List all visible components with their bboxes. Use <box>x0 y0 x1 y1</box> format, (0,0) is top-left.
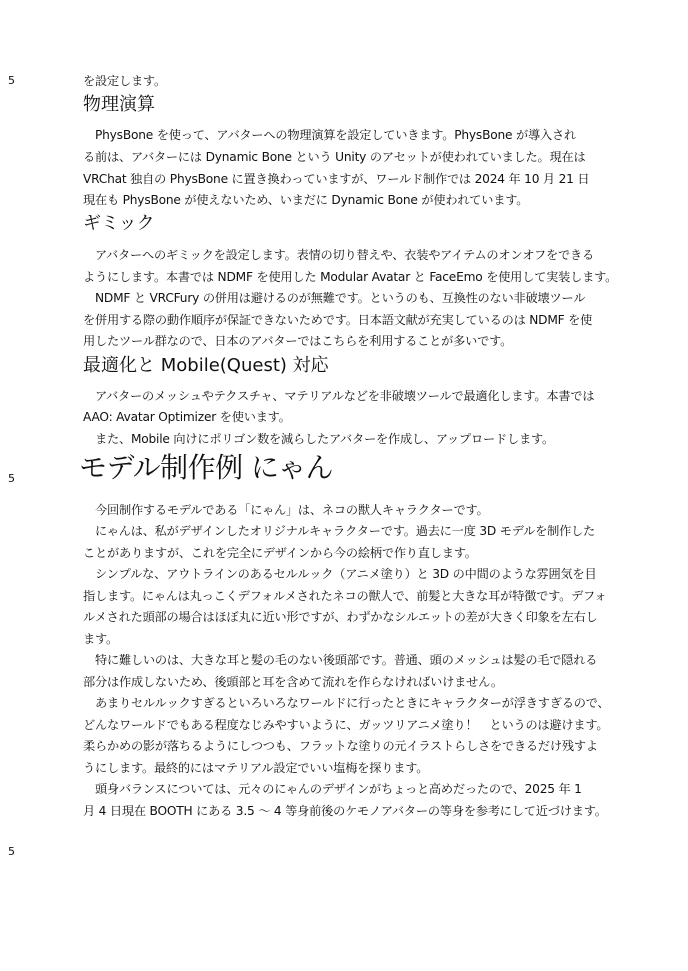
paragraph-line: うにします。最終的にはマテリアル設定でいい塩梅を探ります。 <box>83 761 429 775</box>
section-heading-optimization: 最適化と Mobile(Quest) 対応 <box>83 355 329 376</box>
paragraph-line: ことがありますが、これを完全にデザインから今の絵柄で作り直します。 <box>83 546 477 560</box>
paragraph-line: どんなワールドでもある程度なじみやすいように、ガッツリアニメ塗り！ というのは避けます。 <box>83 718 609 732</box>
line-number-marker: 5 <box>8 74 15 87</box>
paragraph-line: ルメされた頭部の場合はほぼ丸に近い形ですが、わずかなシルエットの差が大きく印象を左右し <box>83 610 598 624</box>
paragraph-line: シンプルな、アウトラインのあるセルルック（アニメ塗り）と 3D の中間のような雰囲気を目 <box>83 567 597 581</box>
paragraph-line: ようにします。本書では NDMF を使用した Modular Avatar と FaceEmo を使用して実装します。 <box>83 270 618 284</box>
paragraph-line: NDMF と VRCFury の併用は避けるのが無難です。というのも、互換性のない非破壊ツール <box>83 291 586 305</box>
paragraph-line: AAO: Avatar Optimizer を使います。 <box>83 410 291 424</box>
paragraph-line: VRChat 独自の PhysBone に置き換わっていますが、ワールド制作では 2024 年 10 月 21 日 <box>83 172 590 186</box>
paragraph-line: る前は、アバターには Dynamic Bone という Unity のアセットが使われていました。現在は <box>83 150 586 164</box>
paragraph-line: 指します。にゃんは丸っこくデフォルメされたネコの獣人で、前髪と大きな耳が特徴です。デフォ <box>83 589 607 603</box>
section-heading-gimmick: ギミック <box>83 213 155 234</box>
paragraph-line: にゃんは、私がデザインしたオリジナルキャラクターです。過去に一度 3D モデルを制作した <box>83 524 596 538</box>
paragraph-line: アバターのメッシュやテクスチャ、マテリアルなどを非破壊ツールで最適化します。本書では <box>83 389 595 403</box>
paragraph-line: を併用する際の動作順序が保証できないためです。日本語文献が充実しているのは NDMF を使 <box>83 313 593 327</box>
paragraph-line: 月 4 日現在 BOOTH にある 3.5 ～ 4 等身前後のケモノアバターの等身を参考にして近づけます。 <box>83 804 607 818</box>
paragraph-line: 用したツール群なので、日本のアバターではこちらを利用することが多いです。 <box>83 334 513 348</box>
paragraph-line: 部分は作成しないため、後頭部と耳を含めて流れを作らなければいけません。 <box>83 675 503 689</box>
paragraph-line: アバターへのギミックを設定します。表情の切り替えや、衣装やアイテムのオンオフをできる <box>83 248 594 262</box>
paragraph-line: ます。 <box>83 632 118 646</box>
paragraph-line: 今回制作するモデルである「にゃん」は、ネコの獣人キャラクターです。 <box>83 503 489 517</box>
paragraph-line: 特に難しいのは、大きな耳と髪の毛のない後頭部です。普通、頭のメッシュは髪の毛で隠れる <box>83 653 598 667</box>
paragraph-line: 頭身バランスについては、元々のにゃんのデザインがちょっと高めだったので、2025 年 1 <box>83 782 582 796</box>
line-number-marker: 5 <box>8 472 15 485</box>
paragraph-line: PhysBone を使って、アバターへの物理演算を設定していきます。PhysBone が導入され <box>83 128 576 142</box>
intro-line: を設定します。 <box>83 74 166 88</box>
paragraph-line: 柔らかめの影が落ちるようにしつつも、フラットな塗りの元イラストらしさをできるだけ残すよ <box>83 739 598 753</box>
section-heading-physics: 物理演算 <box>83 94 155 115</box>
chapter-title: モデル制作例 にゃん <box>79 451 333 484</box>
paragraph-line: また、Mobile 向けにポリゴン数を減らしたアバターを作成し、アップロードします。 <box>83 432 554 446</box>
paragraph-line: 現在も PhysBone が使えないため、いまだに Dynamic Bone が使われています。 <box>83 193 529 207</box>
paragraph-line: あまりセルルックすぎるといろいろなワールドに行ったときにキャラクターが浮きすぎるので、 <box>83 696 610 710</box>
line-number-marker: 5 <box>8 845 15 858</box>
